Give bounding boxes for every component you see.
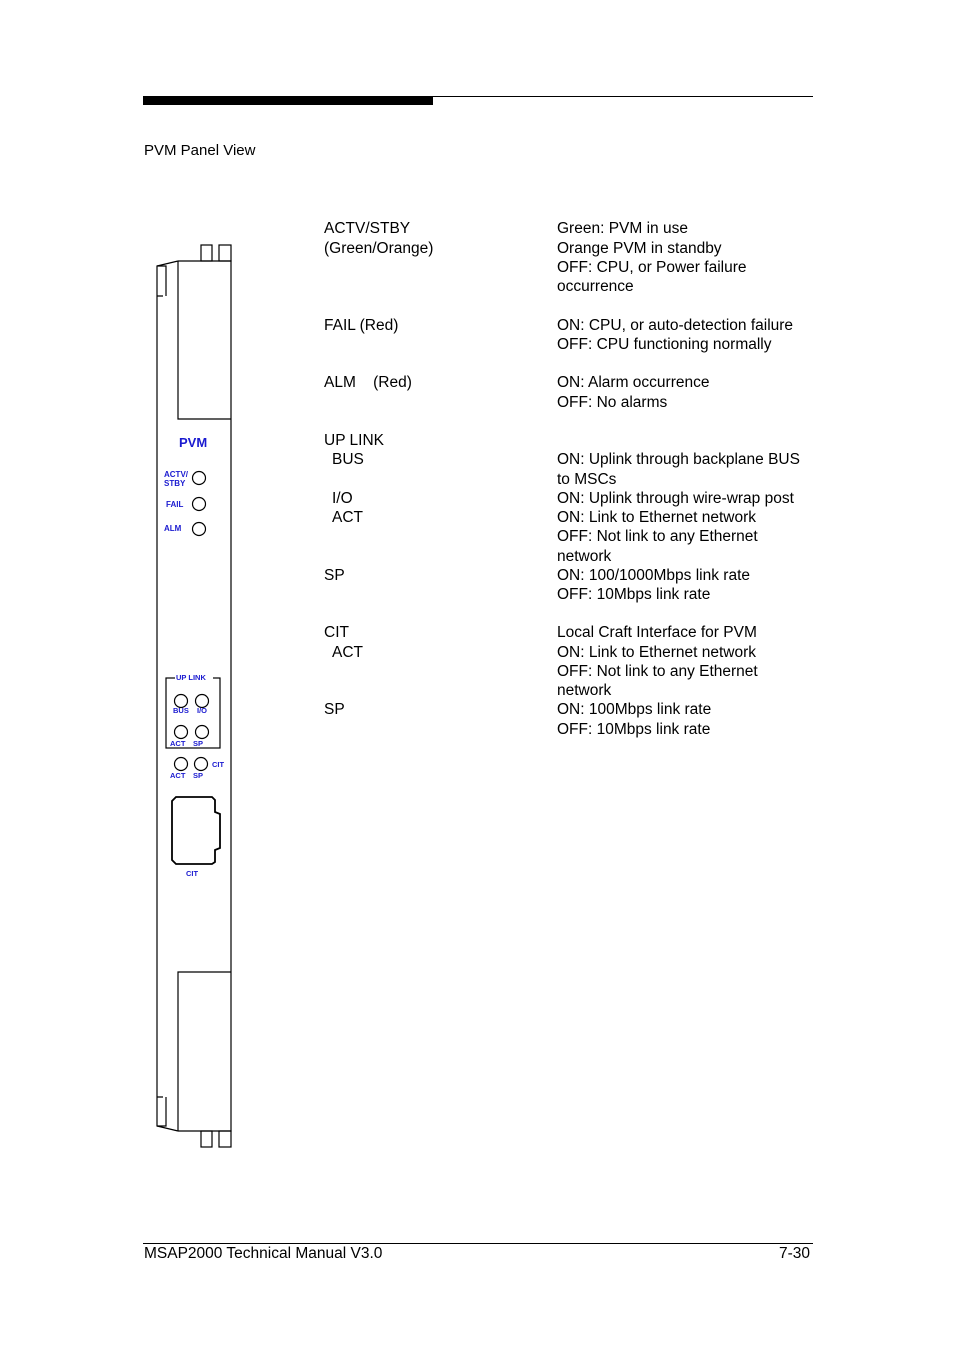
label-uplink: UP LINK [324,432,385,449]
panel-cit-sp-label: SP [193,771,204,780]
panel-cit-led-label: CIT [212,760,225,769]
panel-led-alm-label: ALM [164,524,182,533]
desc-fail-off: OFF: CPU functioning normally [557,336,772,353]
label-bus: BUS [332,451,364,468]
desc-act-off-cont: network [557,548,612,565]
panel-bus-label: BUS [173,706,189,715]
desc-alm-on: ON: Alarm occurrence [557,374,710,391]
desc-fail-on: ON: CPU, or auto-detection failure [557,317,794,334]
label-alm: ALM (Red) [324,374,412,391]
desc-act-off: OFF: Not link to any Ethernet [557,528,758,545]
desc-alm-off: OFF: No alarms [557,394,668,411]
section-title: PVM Panel View [144,142,256,159]
desc-cit: Local Craft Interface for PVM [557,624,757,641]
header-bar [143,96,433,105]
label-sp: SP [324,567,345,584]
desc-actv-orange: Orange PVM in standby [557,240,722,257]
label-cit-act: ACT [332,644,363,661]
panel-module-name: PVM [179,435,208,450]
desc-bus-on-cont: to MSCs [557,471,617,488]
footer-page-number: 7-30 [778,1245,810,1262]
pvm-panel-diagram [150,240,240,1150]
desc-act-on: ON: Link to Ethernet network [557,509,757,526]
footer-rule [143,1243,813,1244]
panel-uplink-label: UP LINK [176,673,206,682]
label-fail: FAIL (Red) [324,317,399,334]
desc-io-on: ON: Uplink through wire-wrap post [557,490,794,507]
panel-io-label: I/O [197,706,208,715]
panel-led-fail-label: FAIL [166,500,184,509]
panel-cit-port-label: CIT [186,869,199,878]
label-green-orange: (Green/Orange) [324,240,434,257]
panel-led-actv-label: ACTV/ [164,470,188,479]
desc-cit-sp-off: OFF: 10Mbps link rate [557,721,711,738]
desc-actv-green: Green: PVM in use [557,220,688,237]
label-actv-stby: ACTV/STBY [324,220,411,237]
footer-manual-title: MSAP2000 Technical Manual V3.0 [144,1245,383,1262]
desc-sp-off: OFF: 10Mbps link rate [557,586,711,603]
label-cit: CIT [324,624,349,641]
desc-actv-off: OFF: CPU, or Power failure [557,259,747,276]
label-io: I/O [332,490,353,507]
desc-cit-act-off-cont: network [557,682,612,699]
panel-uplink-act-label: ACT [170,739,186,748]
desc-cit-sp-on: ON: 100Mbps link rate [557,701,712,718]
label-cit-sp: SP [324,701,345,718]
desc-bus-on: ON: Uplink through backplane BUS [557,451,800,468]
desc-actv-off-cont: occurrence [557,278,634,295]
panel-cit-act-label: ACT [170,771,186,780]
desc-cit-act-off: OFF: Not link to any Ethernet [557,663,758,680]
desc-sp-on: ON: 100/1000Mbps link rate [557,567,750,584]
panel-uplink-sp-label: SP [193,739,204,748]
desc-cit-act-on: ON: Link to Ethernet network [557,644,757,661]
panel-led-stby-label: STBY [164,479,186,488]
label-act: ACT [332,509,363,526]
